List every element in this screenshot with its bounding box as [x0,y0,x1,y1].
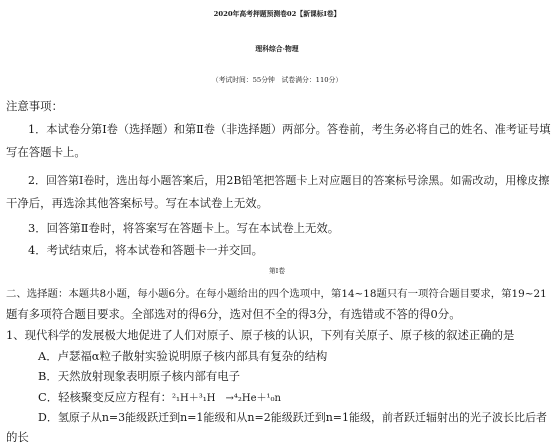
notice-item-1-line-1: 1．本试卷分第Ⅰ卷（选择题）和第Ⅱ卷（非选择题）两部分。答卷前，考生务必将自己的姓名、准考证号填 [28,123,551,136]
question-1-option-c-prefix: C．轻核聚变反应方程有： [38,390,173,404]
notice-item-4: 4．考试结束后，将本试卷和答题卡一并交回。 [28,243,264,257]
notice-heading: 注意事项： [6,99,63,113]
exam-info: （考试时间：55分钟 试卷满分：110分） [211,76,343,84]
question-1-option-a: A．卢瑟福α粒子散射实验说明原子核内部具有复杂的结构 [38,349,328,363]
question-1-option-d-line-1: D．氢原子从n=3能级跃迁到n=1能级和从n=2能级跃迁到n=1能级，前者跃迁辐射出的光子波长比后者 [38,411,548,424]
question-1-option-c [38,389,281,407]
section-instructions-line-2: 题有多项符合题目要求。全部选对的得6分，选对但不全的得3分，有选错或不答的得0分。 [6,307,461,321]
notice-item-3: 3．回答第Ⅱ卷时，将答案写在答题卡上。写在本试卷上无效。 [28,221,340,235]
notice-item-1-line-2: 写在答题卡上。 [6,145,86,159]
exam-title: 2020年高考押题预测卷02【新课标Ⅰ卷】 [213,10,341,18]
section-instructions-line-1: 二、选择题：本题共8小题，每小题6分。在每小题给出的四个选项中，第14~18题只有一项符合题目要求，第19~21 [6,288,547,300]
question-1-stem: 1、现代科学的发展极大地促进了人们对原子、原子核的认识，下列有关原子、原子核的叙述正确的是 [6,328,515,342]
notice-item-2-line-1: 2．回答第Ⅰ卷时，选出每小题答案后，用2B铅笔把答题卡上对应题目的答案标号涂黑。如需改动，用橡皮擦 [28,174,550,187]
question-1-option-b: B．天然放射现象表明原子核内部有电子 [38,369,241,383]
section-heading: 第Ⅰ卷 [268,267,286,275]
question-1-option-d-line-2: 的长 [6,430,29,444]
exam-subject: 理科综合·物理 [255,45,299,53]
fusion-equation: ²₁H＋³₁H →⁴₂He＋¹₀n [172,393,281,404]
notice-item-2-line-2: 干净后，再选涂其他答案标号。写在本试卷上无效。 [6,196,268,210]
